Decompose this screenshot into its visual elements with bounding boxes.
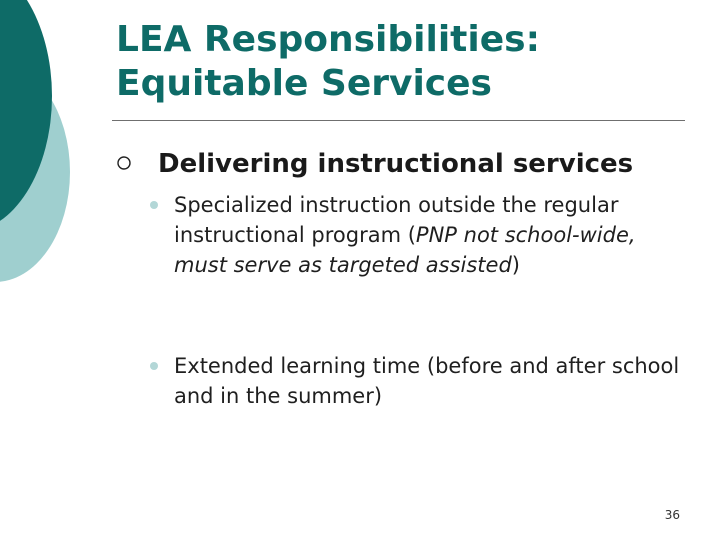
- filled-dot-icon: [150, 362, 158, 370]
- filled-dot-icon: [150, 201, 158, 209]
- main-bullet-heading: Delivering instructional services: [158, 149, 634, 179]
- sub-bullet-1-text: Specialized instruction outside the regular instructional program (: [174, 193, 619, 247]
- page-number: 36: [664, 508, 680, 522]
- sub-bullet-2: Extended learning time (before and after school and in the summer): [174, 354, 680, 408]
- sub-bullet-1-closing: ): [511, 253, 520, 277]
- sub-bullet-1: [174, 190, 684, 280]
- hollow-circle-icon: [116, 155, 132, 171]
- title-divider: [112, 120, 685, 121]
- slide-title: LEA Responsibilities: Equitable Services: [116, 19, 540, 104]
- sub-bullet-1-italic: PNP not school-wide, must serve as targeted assisted: [174, 223, 636, 277]
